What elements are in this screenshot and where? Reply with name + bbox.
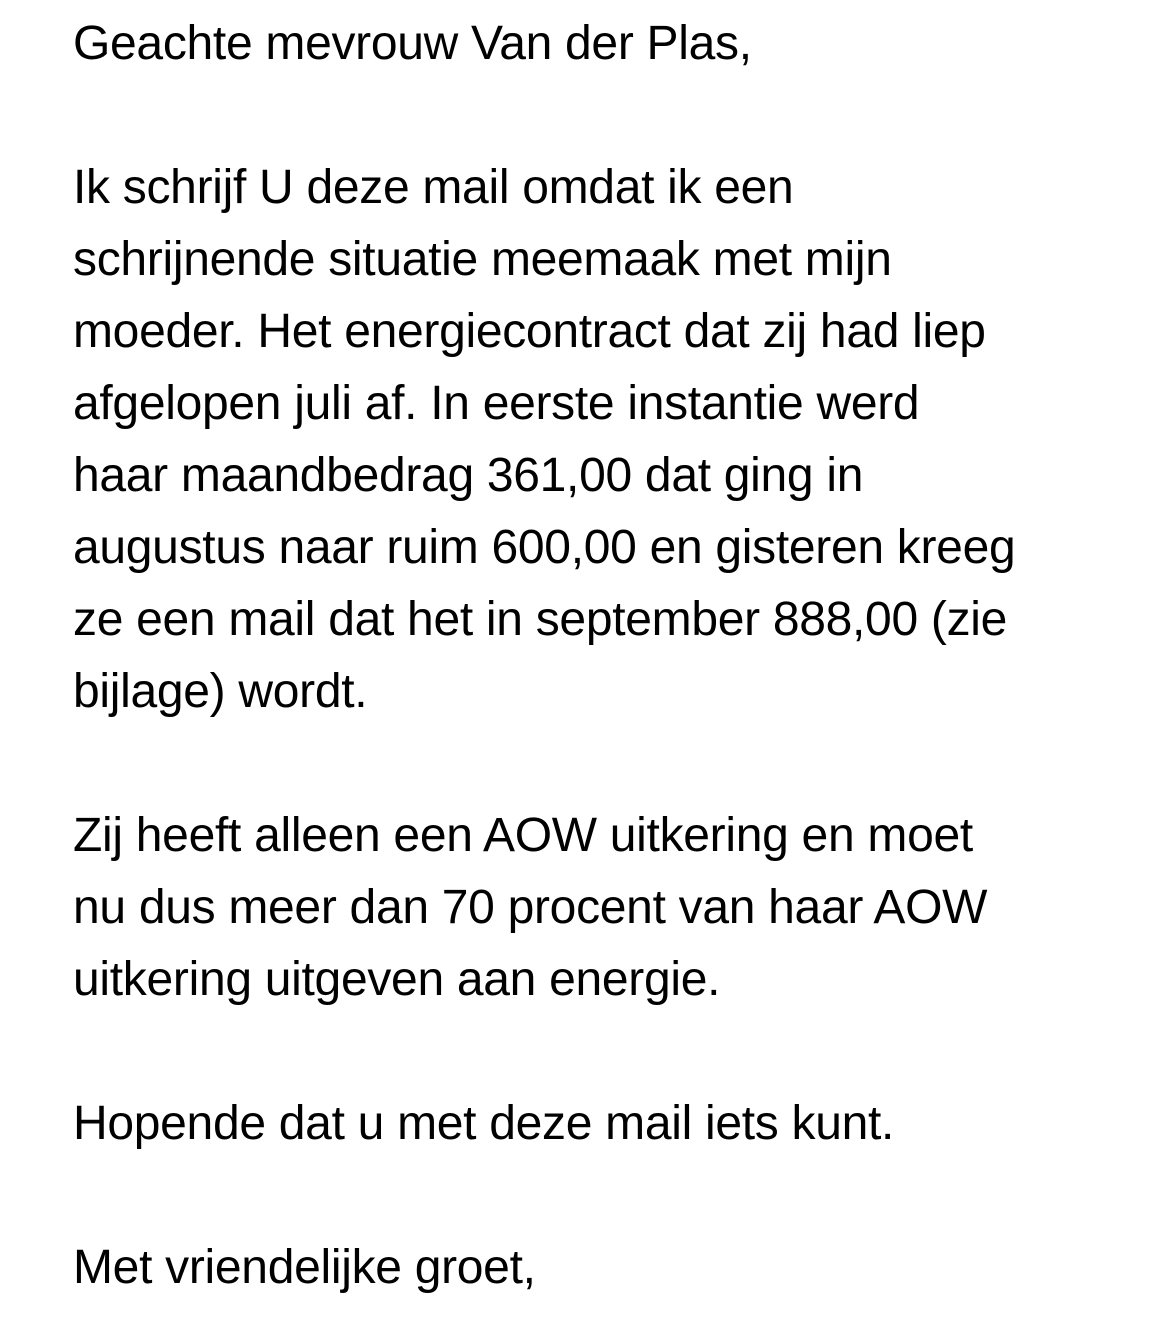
email-line: Zij heeft alleen een AOW uitkering en moet (73, 809, 973, 862)
email-line: haar maandbedrag 361,00 dat ging in (73, 449, 864, 502)
email-greeting: Geachte mevrouw Van der Plas, (73, 17, 752, 70)
paragraph-spacer (73, 1016, 1133, 1088)
email-line: schrijnende situatie meemaak met mijn (73, 233, 892, 286)
email-line: moeder. Het energiecontract dat zij had liep (73, 305, 986, 358)
email-paragraph-2 (73, 800, 1133, 1016)
email-line: afgelopen juli af. In eerste instantie werd (73, 377, 920, 430)
email-line: Hopende dat u met deze mail iets kunt. (73, 1097, 895, 1150)
email-line: Ik schrijf U deze mail omdat ik een (73, 161, 794, 214)
email-closing: Met vriendelijke groet, (73, 1241, 536, 1294)
email-line: nu dus meer dan 70 procent van haar AOW (73, 881, 988, 934)
email-paragraph-1 (73, 152, 1133, 728)
email-line: bijlage) wordt. (73, 665, 368, 718)
email-line: augustus naar ruim 600,00 en gisteren kreeg (73, 521, 1016, 574)
paragraph-spacer (73, 1160, 1133, 1232)
email-body[interactable] (73, 0, 1133, 1304)
email-line: ze een mail dat het in september 888,00 (zie (73, 593, 1008, 646)
paragraph-spacer (73, 728, 1133, 800)
email-line: uitkering uitgeven aan energie. (73, 953, 721, 1006)
paragraph-spacer (73, 80, 1133, 152)
email-paragraph-3 (73, 1088, 1133, 1160)
